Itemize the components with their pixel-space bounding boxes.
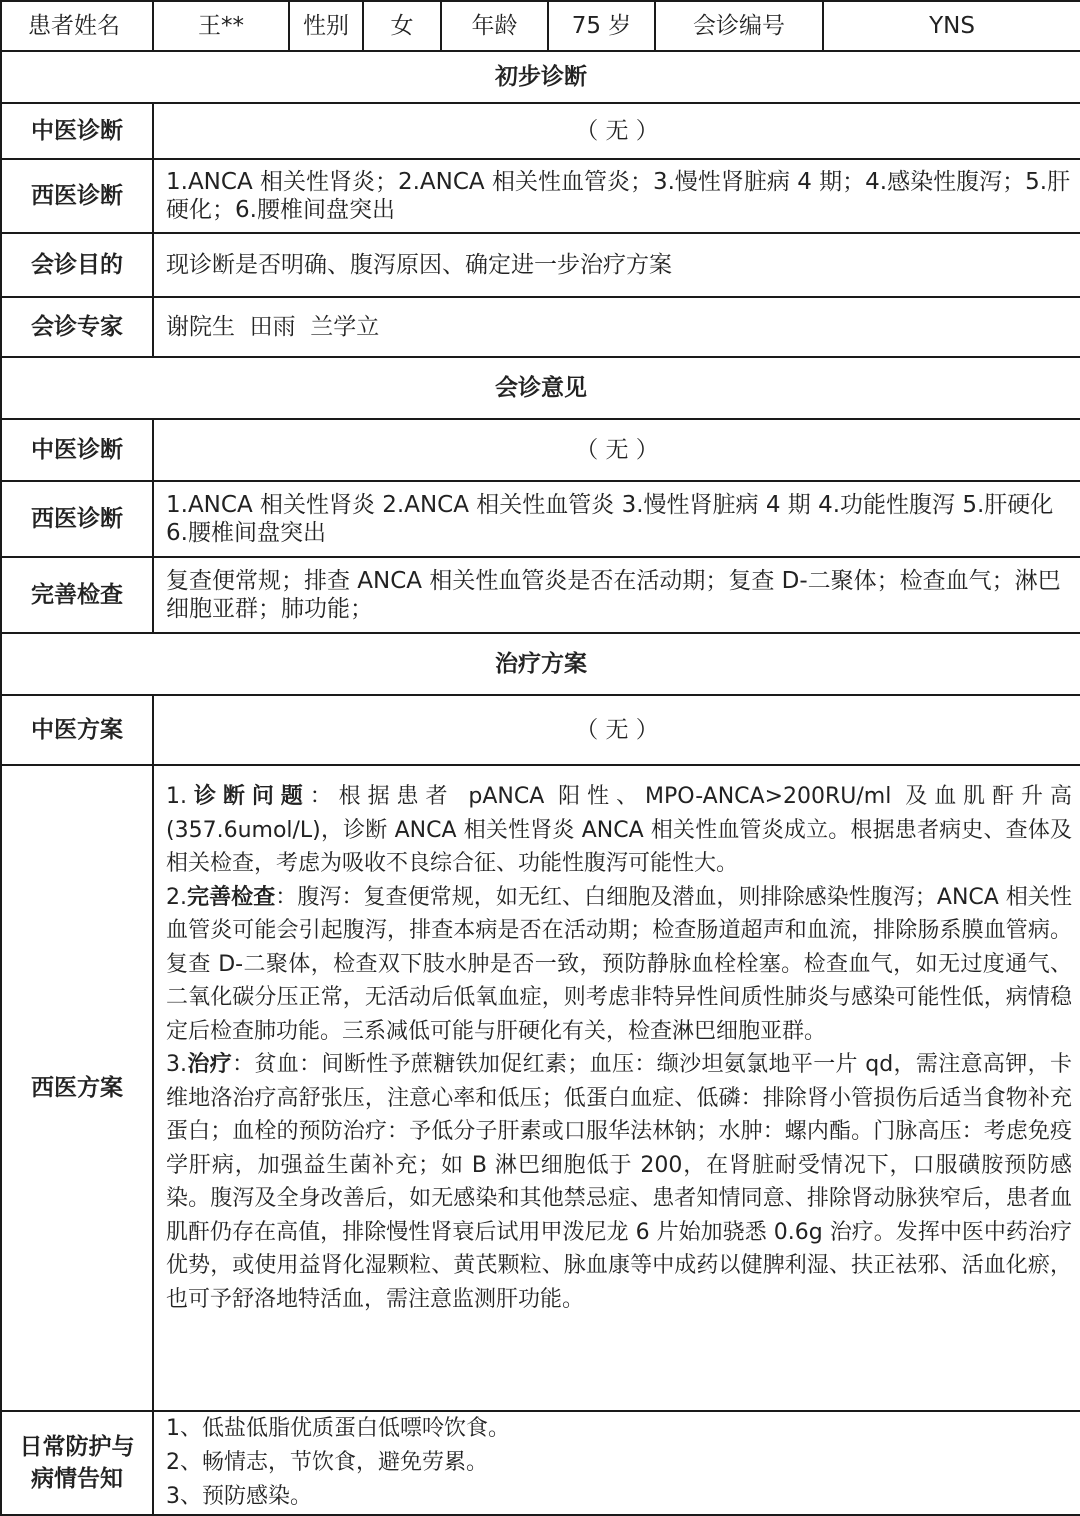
section-opinion [1,357,1080,419]
prelim-tcm-label: 中医诊断 [1,103,153,159]
consult-no-value: YNS [823,1,1080,51]
experts-label: 会诊专家 [1,297,153,357]
row-purpose [1,233,1080,297]
treatment-para-2 [166,881,1072,1049]
row-opinion-western [1,481,1080,557]
daily-care-list [153,1411,1080,1515]
row-experts [1,297,1080,357]
gender-value: 女 [363,1,441,51]
consult-no-label: 会诊编号 [655,1,823,51]
age-value: 75 岁 [548,1,655,51]
section-title-treatment: 治疗方案 [1,633,1080,695]
row-prelim-western [1,159,1080,233]
treatment-para-1 [166,780,1072,881]
row-opinion-tcm [1,419,1080,481]
daily-care-item: 2、畅情志，节饮食，避免劳累。 [166,1450,488,1475]
daily-care-label: 日常防护与病情告知 [1,1411,153,1515]
opinion-western-value: 1.ANCA 相关性肾炎 2.ANCA 相关性血管炎 3.慢性肾脏病 4 期 4.功能性腹泻 5.肝硬化 6.腰椎间盘突出 [153,481,1080,557]
section-preliminary [1,51,1080,103]
row-treatment-western [1,765,1080,1411]
treatment-para-3 [166,1048,1072,1316]
treatment-tcm-label: 中医方案 [1,695,153,765]
experts-value: 谢院生 田雨 兰学立 [153,297,1080,357]
section-title-preliminary: 初步诊断 [1,51,1080,103]
section-treatment [1,633,1080,695]
patient-name-label: 患者姓名 [1,1,153,51]
prelim-tcm-value: （ 无 ） [153,103,1080,159]
para-2-body: ：腹泻：复查便常规，如无红、白细胞及潜血，则排除感染性腹泻；ANCA 相关性血管炎可能会引起腹泻，排查本病是否在活动期；检查肠道超声和血流，排除肠系膜血管病。复查 D-二聚体，检查双下肢水肿是否一致，预防静脉血栓栓塞。检查血气，如无过度通气、二氧化碳分压正常，无活动后低氧血症，则考虑非特异性间质性肺炎与感染可能性低，病情稳定后检查肺功能。三系减低可能与肝硬化有关，检查淋巴细胞亚群。 [166,884,1073,1044]
section-title-opinion: 会诊意见 [1,357,1080,419]
treatment-western-content [153,765,1080,1411]
para-1-body: ：根据患者 pANCA 阳性、MPO-ANCA>200RU/ml 及血肌酐升高(357.6umol/L)，诊断 ANCA 相关性肾炎 ANCA 相关性血管炎成立。根据患者病史、查体及相关检查，考虑为吸收不良综合征、功能性腹泻可能性大。 [166,784,1072,876]
daily-care-item: 1、低盐低脂优质蛋白低嘌呤饮食。 [166,1416,510,1441]
row-daily-care [1,1411,1080,1515]
opinion-tcm-label: 中医诊断 [1,419,153,481]
opinion-western-label: 西医诊断 [1,481,153,557]
row-treatment-tcm [1,695,1080,765]
treatment-tcm-value: （ 无 ） [153,695,1080,765]
para-3-heading: 治疗 [187,1052,233,1077]
opinion-exam-value: 复查便常规；排查 ANCA 相关性血管炎是否在活动期；复查 D-二聚体；检查血气；淋巴细胞亚群；肺功能； [153,557,1080,633]
purpose-label: 会诊目的 [1,233,153,297]
para-3-body: ：贫血：间断性予蔗糖铁加促红素；血压：缬沙坦氨氯地平一片 qd，需注意高钾，卡维地洛治疗高舒张压，注意心率和低压；低蛋白血症、低磷：排除肾小管损伤后适当食物补充蛋白；血栓的预防治疗：予低分子肝素或口服华法林钠；水肿：螺内酯。门脉高压：考虑免疫学肝病，加强益生菌补充；如 B 淋巴细胞低于 200，在肾脏耐受情况下，口服磺胺预防感染。腹泻及全身改善后，如无感染和其他禁忌症、患者知情同意、排除肾动脉狭窄后，患者血肌酐仍存在高值，排除慢性肾衰后试用甲泼尼龙 6 片始加骁悉 0.6g 治疗。发挥中医中药治疗优势，或使用益肾化湿颗粒、黄芪颗粒、脉血康等中成药以健脾利湿、扶正祛邪、活血化瘀，也可予舒洛地特活血，需注意监测肝功能。 [166,1052,1072,1312]
gender-label: 性别 [289,1,363,51]
para-2-heading: 完善检查 [187,884,276,910]
patient-name-value: 王** [153,1,289,51]
treatment-western-label: 西医方案 [1,765,153,1411]
para-1-number: 1. [166,784,187,809]
para-2-number: 2. [166,884,187,910]
row-opinion-exam [1,557,1080,633]
para-3-number: 3. [166,1052,187,1077]
prelim-western-value: 1.ANCA 相关性肾炎；2.ANCA 相关性血管炎；3.慢性肾脏病 4 期；4.感染性腹泻；5.肝硬化；6.腰椎间盘突出 [153,159,1080,233]
daily-care-item: 3、预防感染。 [166,1484,312,1509]
para-1-heading: 诊断问题 [187,784,310,809]
patient-info-row [1,1,1080,51]
opinion-tcm-value: （ 无 ） [153,419,1080,481]
opinion-exam-label: 完善检查 [1,557,153,633]
row-prelim-tcm [1,103,1080,159]
prelim-western-label: 西医诊断 [1,159,153,233]
purpose-value: 现诊断是否明确、腹泻原因、确定进一步治疗方案 [153,233,1080,297]
age-label: 年龄 [441,1,548,51]
